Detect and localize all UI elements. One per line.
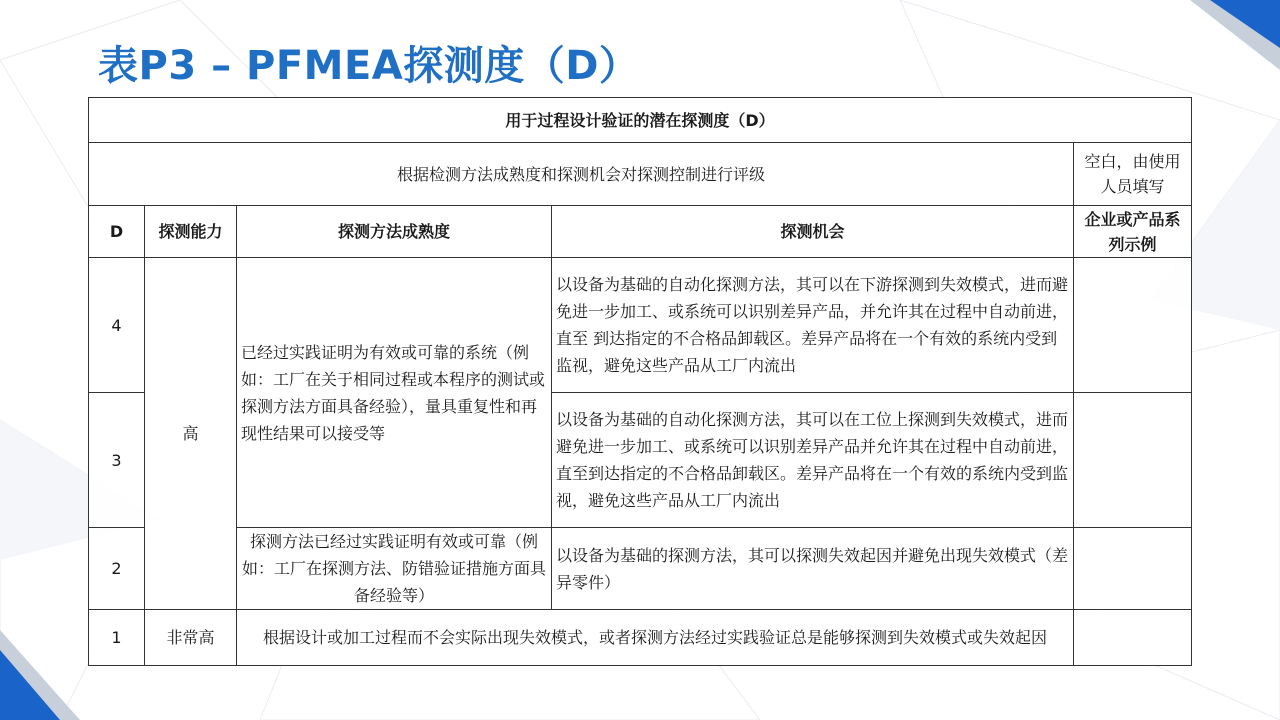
row-3-opportunity: 以设备为基础的自动化探测方法，其可以在工位上探测到失效模式，进而避免进一步加工、或系统可以识别差异产品并允许其在过程中自动前进，直至到达指定的不合格品卸载区。差异产品将在一个有效的系统内受到监视，避免这些产品从工厂内流出 bbox=[552, 393, 1074, 528]
row-1-method-opportunity: 根据设计或加工过程而不会实际出现失效模式，或者探测方法经过实践验证总是能够探测到失效模式或失效起因 bbox=[237, 610, 1074, 666]
col-header-method: 探测方法成熟度 bbox=[237, 206, 552, 258]
row-4-example bbox=[1074, 258, 1192, 393]
table-subheader: 根据检测方法成熟度和探测机会对探测控制进行评级 bbox=[89, 143, 1074, 206]
ability-high: 高 bbox=[145, 258, 237, 610]
table-header-main: 用于过程设计验证的潜在探测度（D） bbox=[89, 98, 1192, 143]
pfmea-detection-table bbox=[88, 97, 1192, 666]
row-1-example bbox=[1074, 610, 1192, 666]
corner-decoration-bottom-left bbox=[0, 610, 90, 720]
col-header-example: 企业或产品系列示例 bbox=[1074, 206, 1192, 258]
row-4-opportunity: 以设备为基础的自动化探测方法，其可以在下游探测到失效模式，进而避免进一步加工、或系统可以识别差异产品，并允许其在过程中自动前进，直至 到达指定的不合格品卸载区。差异产品将在一个有效的系统内受到监视，避免这些产品从工厂内流出 bbox=[552, 258, 1074, 393]
row-2-d: 2 bbox=[89, 528, 145, 610]
corner-decoration-top-right bbox=[1170, 0, 1280, 100]
slide-title: 表P3 – PFMEA探测度（D） bbox=[98, 43, 640, 89]
col-header-d: D bbox=[89, 206, 145, 258]
row-2-example bbox=[1074, 528, 1192, 610]
row-2-method: 探测方法已经过实践证明有效或可靠（例如：工厂在探测方法、防错验证措施方面具备经验等） bbox=[237, 528, 552, 610]
col-header-opportunity: 探测机会 bbox=[552, 206, 1074, 258]
row-1-d: 1 bbox=[89, 610, 145, 666]
blank-note: 空白，由使用人员填写 bbox=[1074, 143, 1192, 206]
row-2-opportunity: 以设备为基础的探测方法，其可以探测失效起因并避免出现失效模式（差异零件） bbox=[552, 528, 1074, 610]
col-header-ability: 探测能力 bbox=[145, 206, 237, 258]
method-high: 已经过实践证明为有效或可靠的系统（例如：工厂在关于相同过程或本程序的测试或探测方法方面具备经验），量具重复性和再现性结果可以接受等 bbox=[237, 258, 552, 528]
row-3-d: 3 bbox=[89, 393, 145, 528]
row-1-ability: 非常高 bbox=[145, 610, 237, 666]
row-3-example bbox=[1074, 393, 1192, 528]
row-4-d: 4 bbox=[89, 258, 145, 393]
